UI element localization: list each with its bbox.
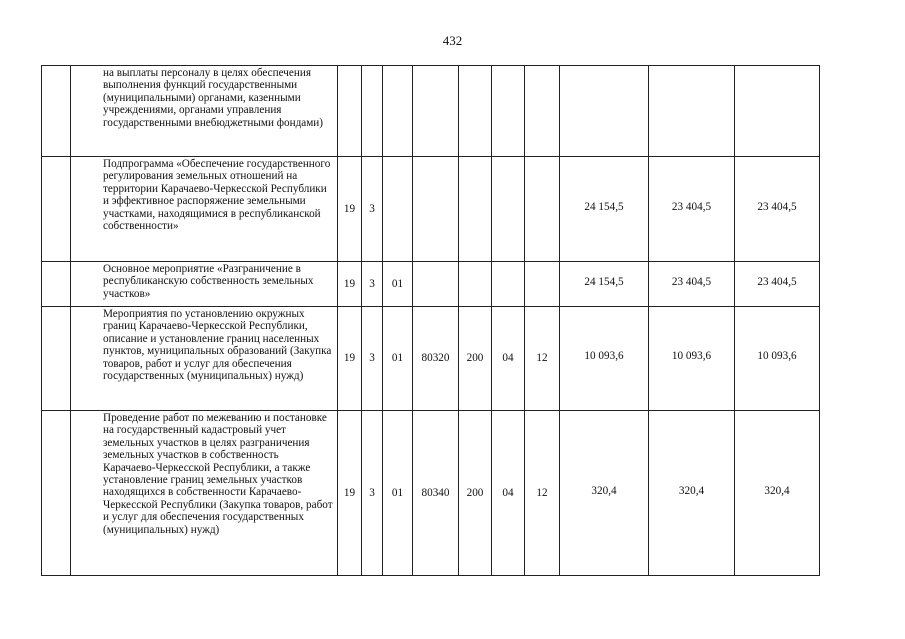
direction-code-cell — [413, 157, 459, 262]
amount-year-2-cell: 10 093,6 — [649, 307, 735, 411]
activity-code-cell: 01 — [383, 411, 413, 576]
section-code-cell — [492, 66, 525, 157]
amount-year-2-cell — [649, 66, 735, 157]
table-row — [42, 411, 820, 576]
program-code-cell: 3 — [362, 262, 383, 307]
direction-code-cell: 80320 — [413, 307, 459, 411]
amount-year-2-cell: 320,4 — [649, 411, 735, 576]
expense-type-cell — [459, 66, 492, 157]
page-number: 432 — [442, 33, 463, 48]
ministry-code-cell — [338, 66, 362, 157]
row-number-cell — [42, 66, 71, 157]
amount-year-3-cell: 320,4 — [735, 411, 820, 576]
activity-code-cell: 01 — [383, 307, 413, 411]
amount-year-1-cell: 24 154,5 — [560, 262, 649, 307]
subsection-code-cell — [525, 157, 560, 262]
budget-table — [41, 65, 820, 576]
table-row — [42, 157, 820, 262]
description-cell: на выплаты персоналу в целях обеспечения выполнения функций государственными (муниципальными) органами, казенными учреждениями, органами управления государственными внебюджетными фондами) — [71, 66, 338, 157]
direction-code-cell — [413, 66, 459, 157]
amount-year-2-cell: 23 404,5 — [649, 262, 735, 307]
subsection-code-cell: 12 — [525, 411, 560, 576]
amount-year-1-cell: 10 093,6 — [560, 307, 649, 411]
amount-year-1-cell — [560, 66, 649, 157]
activity-code-cell — [383, 66, 413, 157]
expense-type-cell: 200 — [459, 411, 492, 576]
amount-year-3-cell: 23 404,5 — [735, 157, 820, 262]
amount-year-3-cell: 23 404,5 — [735, 262, 820, 307]
table-row — [42, 262, 820, 307]
row-number-cell — [42, 411, 71, 576]
ministry-code-cell: 19 — [338, 307, 362, 411]
row-number-cell — [42, 262, 71, 307]
expense-type-cell — [459, 262, 492, 307]
description-cell: Проведение работ по межеванию и постановке на государственный кадастровый учет земельных участков в целях разграничения земельных участков в собственность Карачаево-Черкесской Республики, а также установление границ земельных участков находящихся в собственности Карачаево-Черкесской Республики (Закупка товаров, работ и услуг для обеспечения государственных (муниципальных) нужд) — [71, 411, 338, 576]
section-code-cell — [492, 262, 525, 307]
amount-year-3-cell — [735, 66, 820, 157]
program-code-cell — [362, 66, 383, 157]
row-number-cell — [42, 157, 71, 262]
direction-code-cell — [413, 262, 459, 307]
activity-code-cell: 01 — [383, 262, 413, 307]
amount-year-2-cell: 23 404,5 — [649, 157, 735, 262]
description-cell: Мероприятия по установлению окружных границ Карачаево-Черкесской Республики, описание и установление границ населенных пунктов, муниципальных образований (Закупка товаров, работ и услуг для обеспечения государственных (муниципальных) нужд) — [71, 307, 338, 411]
row-number-cell — [42, 307, 71, 411]
subsection-code-cell — [525, 262, 560, 307]
direction-code-cell: 80340 — [413, 411, 459, 576]
amount-year-3-cell: 10 093,6 — [735, 307, 820, 411]
ministry-code-cell: 19 — [338, 411, 362, 576]
program-code-cell: 3 — [362, 157, 383, 262]
description-cell: Основное мероприятие «Разграничение в республиканскую собственность земельных участков» — [71, 262, 338, 307]
description-cell: Подпрограмма «Обеспечение государственного регулирования земельных отношений на территории Карачаево-Черкесской Республики и эффективное распоряжение земельными участками, находящимися в республиканской собственности» — [71, 157, 338, 262]
section-code-cell — [492, 157, 525, 262]
subsection-code-cell — [525, 66, 560, 157]
ministry-code-cell: 19 — [338, 262, 362, 307]
activity-code-cell — [383, 157, 413, 262]
section-code-cell: 04 — [492, 411, 525, 576]
table-row — [42, 307, 820, 411]
section-code-cell: 04 — [492, 307, 525, 411]
table-row — [42, 66, 820, 157]
ministry-code-cell: 19 — [338, 157, 362, 262]
amount-year-1-cell: 320,4 — [560, 411, 649, 576]
program-code-cell: 3 — [362, 307, 383, 411]
expense-type-cell: 200 — [459, 307, 492, 411]
program-code-cell: 3 — [362, 411, 383, 576]
subsection-code-cell: 12 — [525, 307, 560, 411]
amount-year-1-cell: 24 154,5 — [560, 157, 649, 262]
expense-type-cell — [459, 157, 492, 262]
